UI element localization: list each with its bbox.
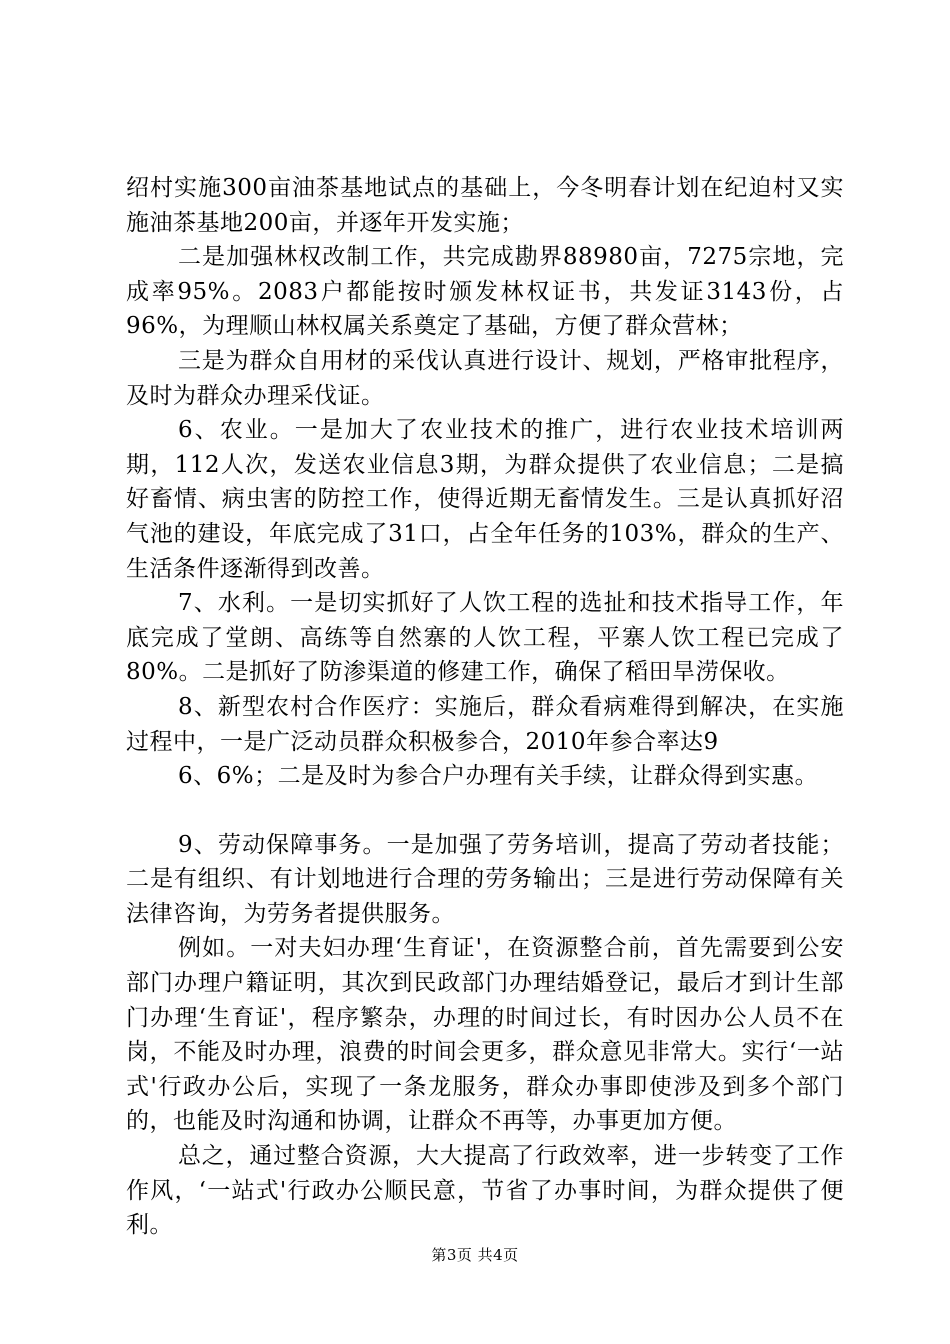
page-footer: 第3页 共4页 <box>431 1246 519 1264</box>
paragraph-rural-medical: 8、新型农村合作医疗：实施后，群众看病难得到解决，在实施过程中，一是广泛动员群众积极参合，2010年参合率达9 <box>126 693 844 755</box>
paragraph-labor-security: 9、劳动保障事务。一是加强了劳务培训，提高了劳动者技能；二是有组织、有计划地进行合理的劳务输出；三是进行劳动保障有关法律咨询，为劳务者提供服务。 <box>126 831 844 927</box>
paragraph-water-conservancy: 7、水利。一是切实抓好了人饮工程的选扯和技术指导工作，年底完成了堂朗、高练等自然寨的人饮工程，平寨人饮工程已完成了80%。二是抓好了防渗渠道的修建工作，确保了稻田旱涝保收。 <box>126 590 844 686</box>
paragraph-conclusion: 总之，通过整合资源，大大提高了行政效率，进一步转变了工作作风，‘一站式'行政办公顺民意，节省了办事时间，为群众提供了便利。 <box>126 1143 844 1239</box>
paragraph-agriculture: 6、农业。一是加大了农业技术的推广，进行农业技术培训两期，112人次，发送农业信息3期，为群众提供了农业信息；二是搞好畜情、病虫害的防控工作，使得近期无畜情发生。三是认真抓好沼气池的建设，年底完成了31口，占全年任务的103%，群众的生产、生活条件逐渐得到改善。 <box>126 417 844 582</box>
paragraph-logging-permits: 三是为群众自用材的采伐认真进行设计、规划，严格审批程序，及时为群众办理采伐证。 <box>126 347 844 409</box>
document-body <box>126 171 844 1243</box>
paragraph-rural-medical-continued: 6、6%；二是及时为参合户办理有关手续，让群众得到实惠。 <box>178 763 819 790</box>
paragraph-example: 例如。一对夫妇办理‘生育证'，在资源整合前，首先需要到公安部门办理户籍证明，其次到民政部门办理结婚登记，最后才到计生部门办理‘生育证'，程序繁杂，办理的时间过长，有时因办公人员不在岗，不能及时办理，浪费的时间会更多，群众意见非常大。实行‘一站式'行政办公后，实现了一条龙服务，群众办事即使涉及到多个部门的，也能及时沟通和协调，让群众不再等，办事更加方便。 <box>126 935 844 1135</box>
paragraph-forest-rights-reform: 二是加强林权改制工作，共完成勘界88980亩，7275宗地，完成率95%。2083户都能按时颁发林权证书，共发证3143份，占96%，为理顺山林权属关系奠定了基础，方便了群众营林； <box>126 244 844 340</box>
paragraph-forestry-oil-tea: 绍村实施300亩油茶基地试点的基础上，今冬明春计划在纪迫村又实施油茶基地200亩，并逐年开发实施； <box>126 175 844 236</box>
